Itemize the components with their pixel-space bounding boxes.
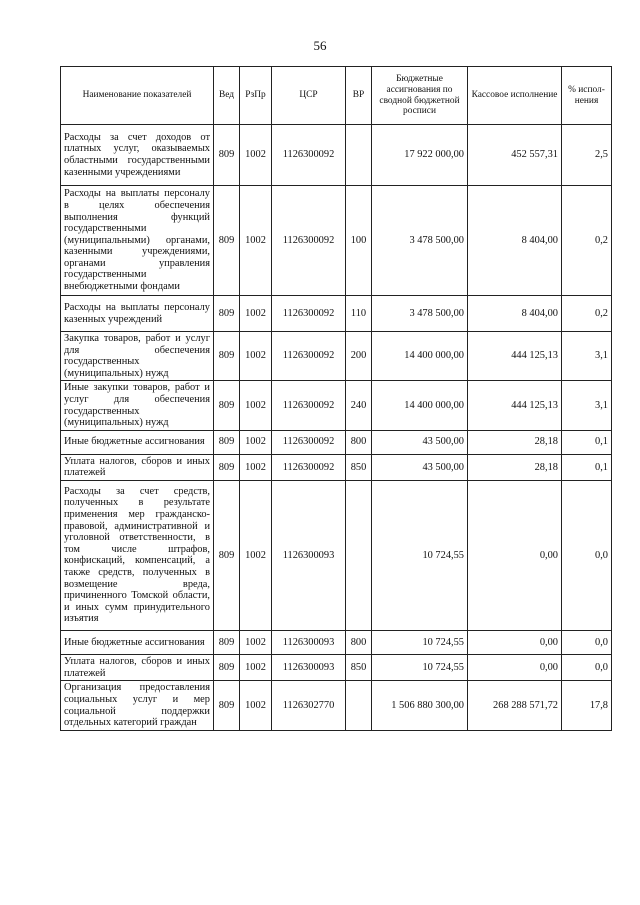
- header-ved: Вед: [214, 67, 240, 125]
- row-vr: [346, 125, 372, 186]
- header-budget: Бюджетные ассигнования по сводной бюджетной росписи: [372, 67, 468, 125]
- row-name: Расходы за счет доходов от платных услуг, оказываемых областными государственными казенными учреждениями: [61, 125, 214, 186]
- row-percent: 0,0: [562, 630, 612, 654]
- row-csr: 1126300092: [272, 454, 346, 480]
- row-vr: 800: [346, 630, 372, 654]
- row-name: Организация предоставления социальных услуг и мер социальной поддержки отдельных категорий граждан: [61, 681, 214, 731]
- header-row: [61, 67, 612, 125]
- row-csr: 1126300092: [272, 381, 346, 430]
- row-ved: 809: [214, 681, 240, 731]
- row-csr: 1126300093: [272, 480, 346, 630]
- row-cash: 0,00: [468, 630, 562, 654]
- header-vr: ВР: [346, 67, 372, 125]
- row-rzpr: 1002: [240, 125, 272, 186]
- row-csr: 1126300092: [272, 430, 346, 454]
- row-rzpr: 1002: [240, 654, 272, 680]
- row-csr: 1126300092: [272, 332, 346, 381]
- row-ved: 809: [214, 454, 240, 480]
- header-name: Наименование показателей: [61, 67, 214, 125]
- row-cash: 28,18: [468, 430, 562, 454]
- row-rzpr: 1002: [240, 454, 272, 480]
- row-name: Расходы за счет средств, полученных в результате применения мер гражданско-правовой, административной и уголовной ответственности, в том числе штрафов, конфискаций, компенсаций, а также средств, полученных в возмещение вреда, причиненного Томской области, и иных сумм принудительного изъятия: [61, 480, 214, 630]
- row-cash: 28,18: [468, 454, 562, 480]
- row-vr: 200: [346, 332, 372, 381]
- row-cash: 268 288 571,72: [468, 681, 562, 731]
- row-ved: 809: [214, 186, 240, 296]
- row-csr: 1126300092: [272, 186, 346, 296]
- row-cash: 444 125,13: [468, 381, 562, 430]
- row-rzpr: 1002: [240, 630, 272, 654]
- row-cash: 0,00: [468, 654, 562, 680]
- row-csr: 1126300093: [272, 654, 346, 680]
- row-name: Уплата налогов, сборов и иных платежей: [61, 654, 214, 680]
- row-csr: 1126300092: [272, 125, 346, 186]
- row-budget: 10 724,55: [372, 630, 468, 654]
- row-vr: 850: [346, 454, 372, 480]
- row-rzpr: 1002: [240, 381, 272, 430]
- row-percent: 2,5: [562, 125, 612, 186]
- row-percent: 0,0: [562, 480, 612, 630]
- row-budget: 17 922 000,00: [372, 125, 468, 186]
- row-cash: 0,00: [468, 480, 562, 630]
- row-name: Расходы на выплаты персоналу казенных учреждений: [61, 296, 214, 332]
- header-cash: Кассовое исполнение: [468, 67, 562, 125]
- header-rzpr: РзПр: [240, 67, 272, 125]
- row-vr: [346, 681, 372, 731]
- row-budget: 3 478 500,00: [372, 186, 468, 296]
- header-csr: ЦСР: [272, 67, 346, 125]
- row-ved: 809: [214, 480, 240, 630]
- table-row: [61, 186, 612, 296]
- table-row: [61, 125, 612, 186]
- row-ved: 809: [214, 332, 240, 381]
- row-name: Иные бюджетные ассигнования: [61, 430, 214, 454]
- row-budget: 10 724,55: [372, 480, 468, 630]
- row-rzpr: 1002: [240, 296, 272, 332]
- table-row: [61, 681, 612, 731]
- row-rzpr: 1002: [240, 332, 272, 381]
- row-csr: 1126300093: [272, 630, 346, 654]
- row-vr: 850: [346, 654, 372, 680]
- row-ved: 809: [214, 125, 240, 186]
- row-name: Закупка товаров, работ и услуг для обеспечения государственных (муниципальных) нужд: [61, 332, 214, 381]
- table-row: [61, 480, 612, 630]
- row-ved: 809: [214, 630, 240, 654]
- row-cash: 8 404,00: [468, 186, 562, 296]
- row-vr: 100: [346, 186, 372, 296]
- row-budget: 14 400 000,00: [372, 381, 468, 430]
- row-ved: 809: [214, 296, 240, 332]
- row-percent: 0,2: [562, 296, 612, 332]
- row-vr: 110: [346, 296, 372, 332]
- row-budget: 1 506 880 300,00: [372, 681, 468, 731]
- row-budget: 43 500,00: [372, 454, 468, 480]
- row-name: Расходы на выплаты персоналу в целях обеспечения выполнения функций государственными (муниципальными) органами, казенными учреждениями, органами управления государственными внебюджетными фондами: [61, 186, 214, 296]
- row-percent: 0,1: [562, 454, 612, 480]
- row-budget: 43 500,00: [372, 430, 468, 454]
- table-row: [61, 630, 612, 654]
- row-csr: 1126300092: [272, 296, 346, 332]
- row-cash: 8 404,00: [468, 296, 562, 332]
- row-ved: 809: [214, 381, 240, 430]
- row-name: Уплата налогов, сборов и иных платежей: [61, 454, 214, 480]
- table-row: [61, 654, 612, 680]
- row-name: Иные бюджетные ассигнования: [61, 630, 214, 654]
- row-vr: 240: [346, 381, 372, 430]
- row-rzpr: 1002: [240, 480, 272, 630]
- row-budget: 14 400 000,00: [372, 332, 468, 381]
- row-vr: 800: [346, 430, 372, 454]
- row-vr: [346, 480, 372, 630]
- row-budget: 10 724,55: [372, 654, 468, 680]
- row-percent: 0,0: [562, 654, 612, 680]
- row-ved: 809: [214, 654, 240, 680]
- row-percent: 3,1: [562, 332, 612, 381]
- row-percent: 0,1: [562, 430, 612, 454]
- row-rzpr: 1002: [240, 186, 272, 296]
- row-percent: 3,1: [562, 381, 612, 430]
- budget-execution-table: [60, 66, 612, 731]
- row-cash: 452 557,31: [468, 125, 562, 186]
- row-rzpr: 1002: [240, 681, 272, 731]
- row-cash: 444 125,13: [468, 332, 562, 381]
- row-percent: 17,8: [562, 681, 612, 731]
- table-row: [61, 430, 612, 454]
- row-ved: 809: [214, 430, 240, 454]
- row-percent: 0,2: [562, 186, 612, 296]
- table-row: [61, 381, 612, 430]
- header-percent: % испол-нения: [562, 67, 612, 125]
- table-row: [61, 296, 612, 332]
- row-name: Иные закупки товаров, работ и услуг для обеспечения государственных (муниципальных) нужд: [61, 381, 214, 430]
- row-csr: 1126302770: [272, 681, 346, 731]
- row-budget: 3 478 500,00: [372, 296, 468, 332]
- table-row: [61, 454, 612, 480]
- row-rzpr: 1002: [240, 430, 272, 454]
- page-number: 56: [313, 38, 327, 53]
- table-row: [61, 332, 612, 381]
